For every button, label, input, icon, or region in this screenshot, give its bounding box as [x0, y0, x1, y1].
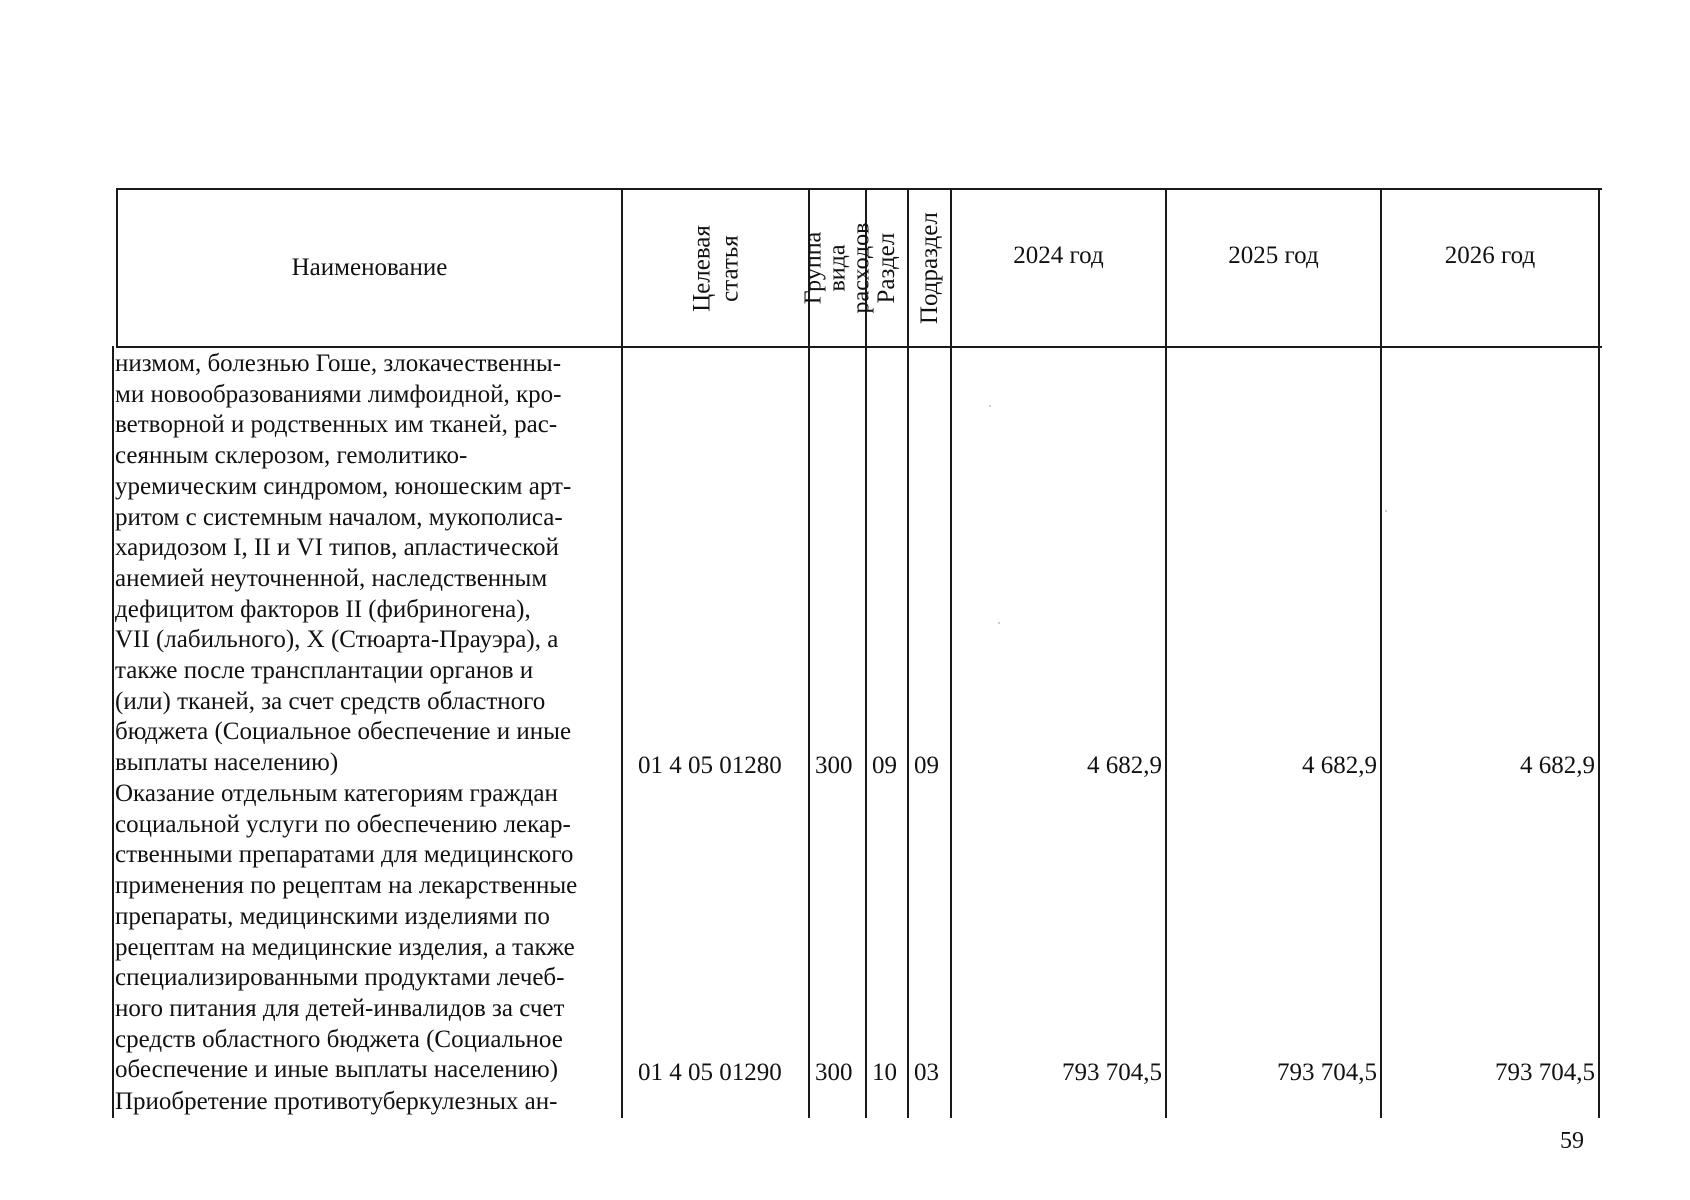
- row-1-code: 01 4 05 01280: [638, 752, 782, 779]
- header-expense-group: Группа вида расходов: [800, 222, 875, 314]
- page-number: 59: [1560, 1128, 1584, 1154]
- col-divider-2025: [1380, 188, 1382, 1118]
- row-1-section: 09: [872, 752, 897, 779]
- row-2-2026: 793 704,5: [1495, 1059, 1595, 1086]
- col-divider-2024: [1165, 188, 1167, 1118]
- scan-speck: [998, 622, 1000, 624]
- row-2-subsection: 03: [914, 1059, 939, 1086]
- row-1-subsection: 09: [914, 752, 939, 779]
- table-right-border: [1598, 188, 1600, 1118]
- scan-speck: [1385, 510, 1387, 512]
- row-1-description: низмом, болезнью Гоше, злокачественны- ми новообразованиями лимфоидной, кро- ветворной и родственных им тканей, рас- сеянным склерозом, гемолитико- уремическим синдромом, юношеским арт- ритом с системным началом, мукополиса- харидозом I, II и VI типов, апластической анемией неуточненной, наследственным дефицитом факторов II (фибриногена), VII (лабильного), X (Стюарта-Прауэра), а также после трансплантации органов и (или) тканей, за счет средств областного бюджета (Социальное обеспечение и иные выплаты населению): [115, 350, 572, 777]
- header-subsection: Подраздел: [915, 212, 943, 324]
- header-2025: 2025 год: [1228, 241, 1319, 269]
- row-2-code: 01 4 05 01290: [638, 1059, 782, 1086]
- col-divider-subsection: [950, 188, 952, 1118]
- header-2024: 2024 год: [1013, 241, 1104, 269]
- row-1-2025: 4 682,9: [1302, 752, 1377, 779]
- table-left-border-body: [112, 346, 114, 1118]
- scan-speck: [989, 405, 991, 407]
- row-2-description: Оказание отдельным категориям граждан социальной услуги по обеспечению лекар- ственными препаратами для медицинского применения по рецептам на лекарственные препараты, медицинскими изделиями по рецептам на медицинские изделия, а также специализированными продуктами лечеб- ного питания для детей-инвалидов за счет средств областного бюджета (Социальное обеспечение и иные выплаты населению): [115, 780, 578, 1084]
- row-2-2024: 793 704,5: [1062, 1059, 1162, 1086]
- header-section: Раздел: [872, 232, 900, 304]
- row-2-2025: 793 704,5: [1277, 1059, 1377, 1086]
- row-1-group: 300: [815, 752, 853, 779]
- row-2-group: 300: [815, 1059, 853, 1086]
- row-1-2024: 4 682,9: [1087, 752, 1162, 779]
- row-3-description: Приобретение противотуберкулезных ан-: [115, 1088, 558, 1115]
- row-1-2026: 4 682,9: [1520, 752, 1595, 779]
- header-name: Наименование: [291, 253, 448, 281]
- header-2026: 2026 год: [1444, 241, 1536, 269]
- header-target-article: Целевая статья: [688, 224, 743, 312]
- row-2-section: 10: [872, 1059, 897, 1086]
